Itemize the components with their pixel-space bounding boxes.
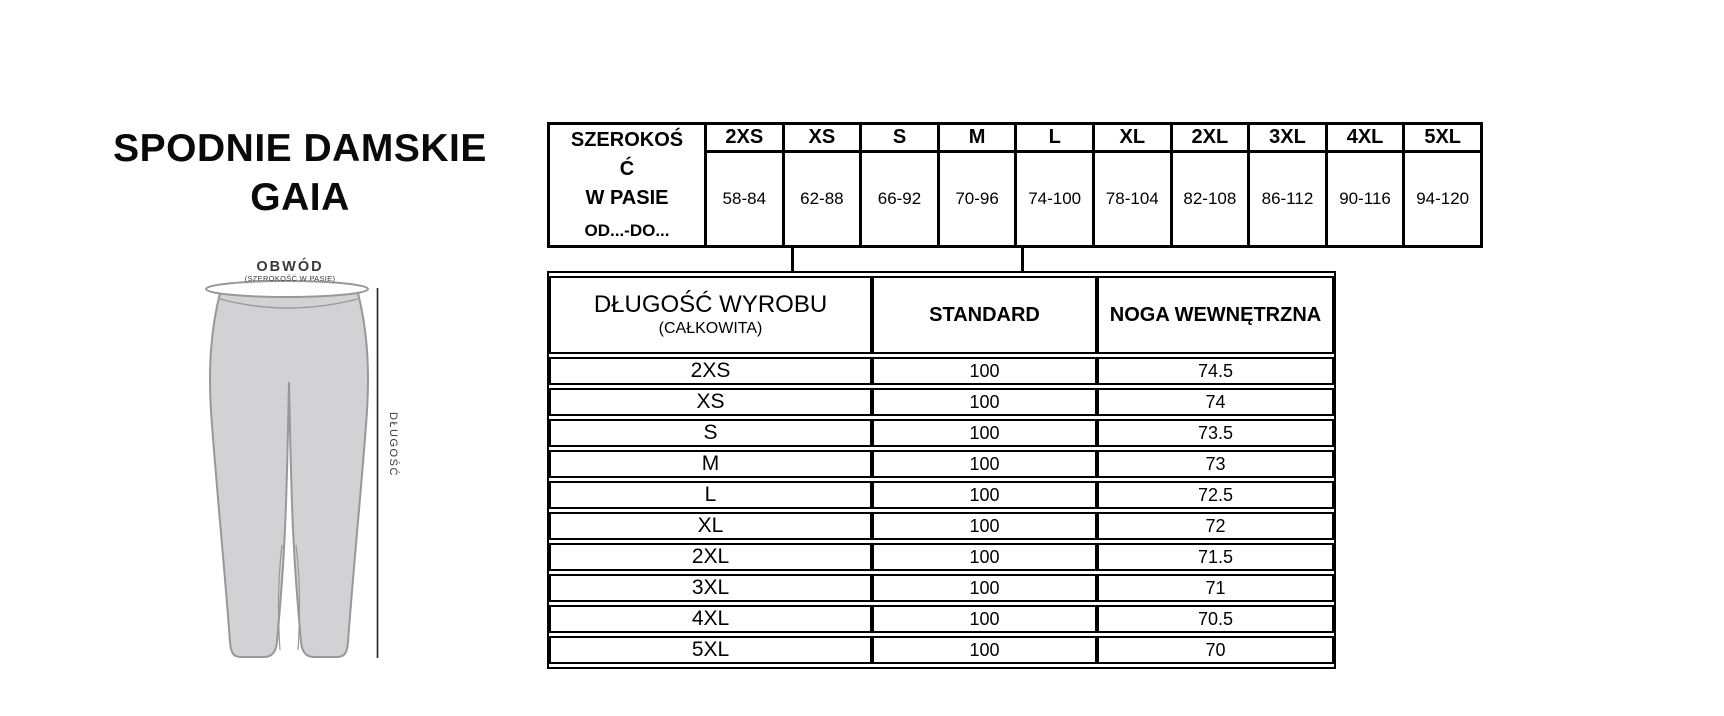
cell-L-standard: 100 <box>872 481 1097 509</box>
range-cell-XL: 78-104 <box>1093 152 1171 247</box>
size-col-2XL: 2XL <box>1171 124 1249 152</box>
waist-header-line3: W PASIE <box>585 187 669 209</box>
cell-3XL-inner_leg: 71 <box>1097 574 1334 602</box>
size-col-3XL: 3XL <box>1249 124 1327 152</box>
size-col-S: S <box>861 124 939 152</box>
cell-M-standard: 100 <box>872 450 1097 478</box>
waist-label: OBWÓD <box>256 259 324 275</box>
size-col-M: M <box>938 124 1016 152</box>
pants-body-shape <box>210 289 368 658</box>
page-title-line1: SPODNIE DAMSKIE <box>113 127 487 170</box>
size-col-4XL: 4XL <box>1326 124 1404 152</box>
range-cell-5XL: 94-120 <box>1404 152 1482 247</box>
length-row-S <box>549 419 1334 447</box>
size-header-row <box>549 124 1482 152</box>
length-col1-subheader: (CAŁKOWITA) <box>658 320 763 337</box>
cell-2XS-size: 2XS <box>549 357 872 385</box>
cell-L-inner_leg: 72.5 <box>1097 481 1334 509</box>
cell-S-standard: 100 <box>872 419 1097 447</box>
waist-header-line2: Ć <box>619 158 635 180</box>
waist-header-line1: SZEROKOŚ <box>570 129 684 151</box>
length-row-3XL <box>549 574 1334 602</box>
range-cell-XS: 62-88 <box>783 152 861 247</box>
size-col-5XL: 5XL <box>1404 124 1482 152</box>
length-row-M <box>549 450 1334 478</box>
cell-4XL-standard: 100 <box>872 605 1097 633</box>
length-table-body <box>549 357 1334 664</box>
waist-width-table <box>547 122 1483 248</box>
cell-S-inner_leg: 73.5 <box>1097 419 1334 447</box>
length-table-header-row <box>549 276 1334 354</box>
range-cell-4XL: 90-116 <box>1326 152 1404 247</box>
cell-5XL-standard: 100 <box>872 636 1097 664</box>
range-cell-S: 66-92 <box>861 152 939 247</box>
cell-2XL-inner_leg: 71.5 <box>1097 543 1334 571</box>
cell-S-size: S <box>549 419 872 447</box>
page-title-line2: GAIA <box>250 176 350 219</box>
length-row-5XL <box>549 636 1334 664</box>
length-row-L <box>549 481 1334 509</box>
cell-2XL-size: 2XL <box>549 543 872 571</box>
cell-XS-size: XS <box>549 388 872 416</box>
waistband-ellipse <box>206 281 368 297</box>
length-row-XL <box>549 512 1334 540</box>
page-title <box>75 124 525 222</box>
cell-XS-standard: 100 <box>872 388 1097 416</box>
length-row-4XL <box>549 605 1334 633</box>
waist-sublabel: (SZEROKOŚĆ W PASIE) <box>244 274 336 283</box>
product-length-table <box>547 271 1336 669</box>
length-row-2XL <box>549 543 1334 571</box>
length-col3-header: NOGA WEWNĘTRZNA <box>1097 276 1334 354</box>
cell-XL-inner_leg: 72 <box>1097 512 1334 540</box>
cell-5XL-inner_leg: 70 <box>1097 636 1334 664</box>
cell-L-size: L <box>549 481 872 509</box>
range-cell-2XL: 82-108 <box>1171 152 1249 247</box>
cell-M-inner_leg: 73 <box>1097 450 1334 478</box>
pants-diagram <box>180 252 410 672</box>
range-cell-2XS: 58-84 <box>706 152 784 247</box>
cell-2XS-standard: 100 <box>872 357 1097 385</box>
size-col-L: L <box>1016 124 1094 152</box>
range-cell-L: 74-100 <box>1016 152 1094 247</box>
range-cell-M: 70-96 <box>938 152 1016 247</box>
cell-3XL-standard: 100 <box>872 574 1097 602</box>
cell-4XL-size: 4XL <box>549 605 872 633</box>
table-connector-line-right <box>1021 247 1024 273</box>
length-col1-header: DŁUGOŚĆ WYROBU <box>593 291 828 318</box>
length-col1-header-cell <box>549 276 872 354</box>
table-connector-line-left <box>791 247 794 273</box>
length-row-2XS <box>549 357 1334 385</box>
cell-5XL-size: 5XL <box>549 636 872 664</box>
size-col-XL: XL <box>1093 124 1171 152</box>
waist-width-header-cell <box>549 124 706 247</box>
cell-4XL-inner_leg: 70.5 <box>1097 605 1334 633</box>
range-cell-3XL: 86-112 <box>1249 152 1327 247</box>
waist-header-sub: OD...-DO... <box>584 221 670 240</box>
size-col-2XS: 2XS <box>706 124 784 152</box>
cell-XS-inner_leg: 74 <box>1097 388 1334 416</box>
cell-2XS-inner_leg: 74.5 <box>1097 357 1334 385</box>
size-col-XS: XS <box>783 124 861 152</box>
length-label: DŁUGOŚĆ <box>387 412 399 477</box>
cell-2XL-standard: 100 <box>872 543 1097 571</box>
cell-M-size: M <box>549 450 872 478</box>
cell-3XL-size: 3XL <box>549 574 872 602</box>
cell-XL-size: XL <box>549 512 872 540</box>
length-row-XS <box>549 388 1334 416</box>
cell-XL-standard: 100 <box>872 512 1097 540</box>
length-col2-header: STANDARD <box>872 276 1097 354</box>
